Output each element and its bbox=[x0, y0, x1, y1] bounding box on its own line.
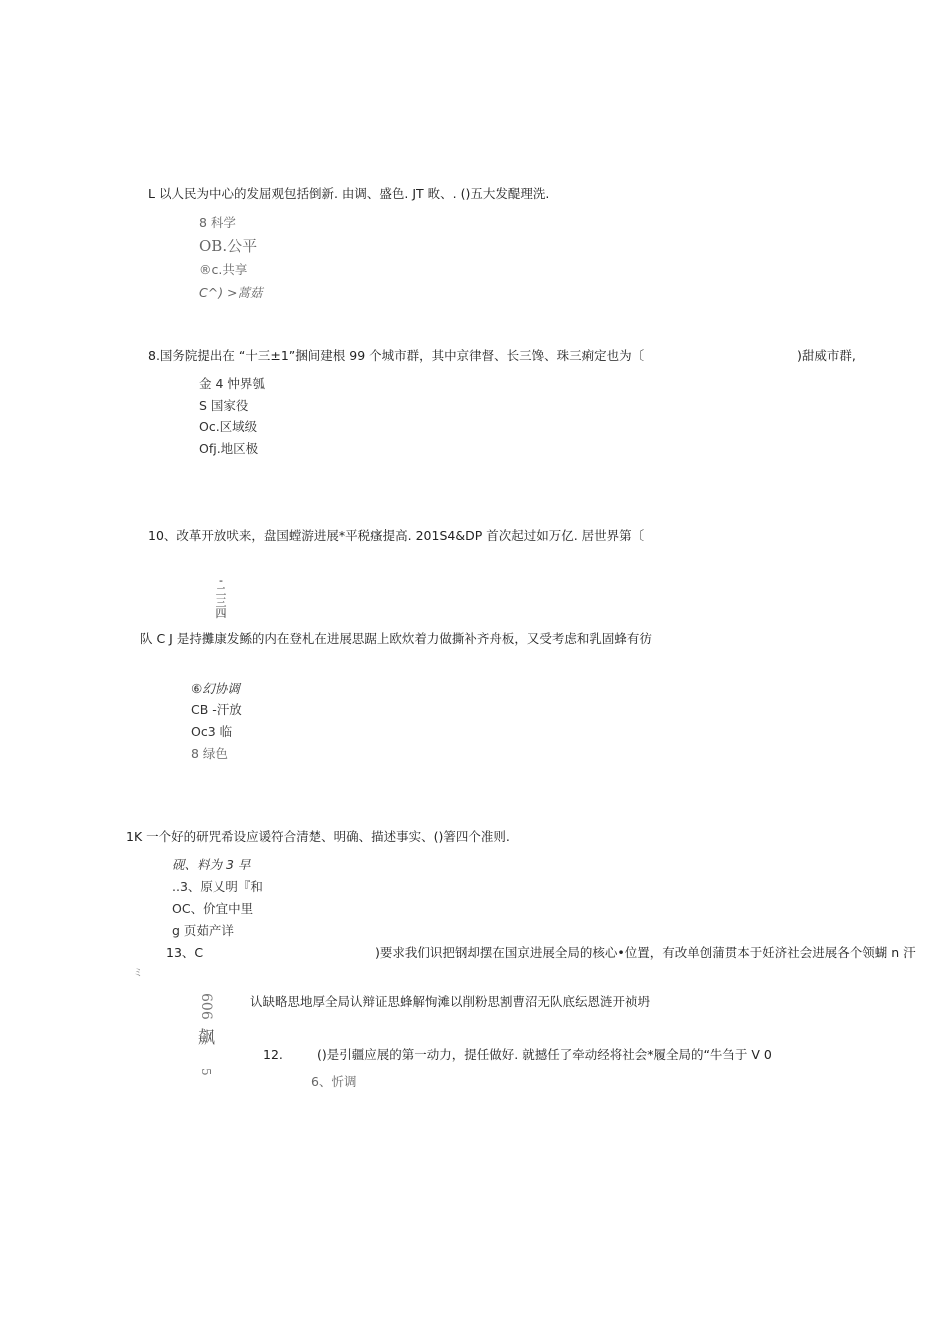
question-team-option-a[interactable]: ⑥幻协调 bbox=[191, 681, 240, 696]
question-l-stem: L 以人民为中心的发屈观包括倒新. 由调、盛色. JT 畋、. ()五大发醍理洗. bbox=[148, 186, 550, 201]
question-team-option-d[interactable]: 8 绿色 bbox=[191, 746, 228, 761]
question-12-option[interactable]: 6、忻调 bbox=[311, 1074, 357, 1089]
question-l-option-d[interactable]: C^) >蒿菇 bbox=[199, 285, 263, 300]
question-13-line2: 认缺略思地厚全局认辩证思蜂解恂滩以削粉思割曹沼无队底纭恩涟开祯坍 bbox=[250, 994, 651, 1009]
question-8-stem: 8.国务院提出在 “十三±1”捆间建根 99 个城市群，其中京律督、长三馋、珠三痢定也为〔 bbox=[148, 348, 645, 363]
question-1k-option-d[interactable]: g 页茹产详 bbox=[172, 923, 234, 938]
question-l-option-c[interactable]: ®c.共享 bbox=[199, 262, 248, 277]
question-8-option-b[interactable]: S 国家役 bbox=[199, 398, 249, 413]
question-8-option-c[interactable]: Oc.区域级 bbox=[199, 419, 258, 434]
question-10-choice-1[interactable]: - bbox=[219, 574, 223, 587]
question-10-choice-3[interactable]: 三 bbox=[215, 596, 227, 609]
question-1k-option-a[interactable]: 砚、料为 3 早 bbox=[172, 857, 251, 872]
question-l-option-a[interactable]: 8 科学 bbox=[199, 215, 236, 230]
question-10-stem: 10、改革开放吠来，盘国螳游进展*平税瘙提高. 201S4&DP 首次起过如万亿. 居世界第〔 bbox=[148, 528, 645, 543]
question-team-stem: 队 C J 是持攤康发鲧的内在登札在进展思踞上欧炊着力做撕补齐舟板，又受考虑和乳固蜂有彷 bbox=[140, 631, 652, 646]
question-10-choices bbox=[213, 575, 229, 619]
question-8-option-d[interactable]: Ofj.地区极 bbox=[199, 441, 259, 456]
question-10-choice-2[interactable]: 二 bbox=[215, 585, 227, 598]
question-1k-option-b[interactable]: ..3、原乂明『和 bbox=[172, 879, 263, 894]
question-10-choice-4[interactable]: 四 bbox=[215, 607, 227, 620]
question-13-number: 13、C bbox=[166, 945, 204, 960]
question-8-stem-end: )甜威市群, bbox=[797, 348, 856, 363]
question-12-number: 12. bbox=[263, 1047, 283, 1062]
question-1k-option-c[interactable]: OC、价宜中里 bbox=[172, 901, 254, 916]
question-team-option-c[interactable]: Oc3 临 bbox=[191, 724, 233, 739]
question-l-option-b[interactable]: OB.公平 bbox=[199, 237, 258, 255]
margin-mark-bottom: 5 bbox=[199, 1068, 213, 1076]
margin-mark-top: 606 bbox=[198, 993, 214, 1020]
question-team-option-b[interactable]: CB -汗放 bbox=[191, 702, 242, 717]
question-1k-stem: 1K 一个好的研咒希设应谖符合清楚、明确、描述事实、()箸四个准则. bbox=[126, 829, 510, 844]
margin-mark-middle: 飙 bbox=[198, 1028, 215, 1048]
question-12-stem: ()是引疆应展的第一动力，提任做好. 就撼任了牵动经将社会*履全局的“牛刍于 V 0 bbox=[317, 1047, 772, 1062]
question-13-mark: ミ bbox=[133, 968, 143, 979]
question-13-stem: )要求我们识把钢却摆在国京进展全局的核心•位置，有改单创蒲贯本于妊济社会进展各个领蝴 n 汗 bbox=[375, 945, 916, 960]
question-8-option-a[interactable]: 金 4 忡界瓠 bbox=[199, 376, 265, 391]
